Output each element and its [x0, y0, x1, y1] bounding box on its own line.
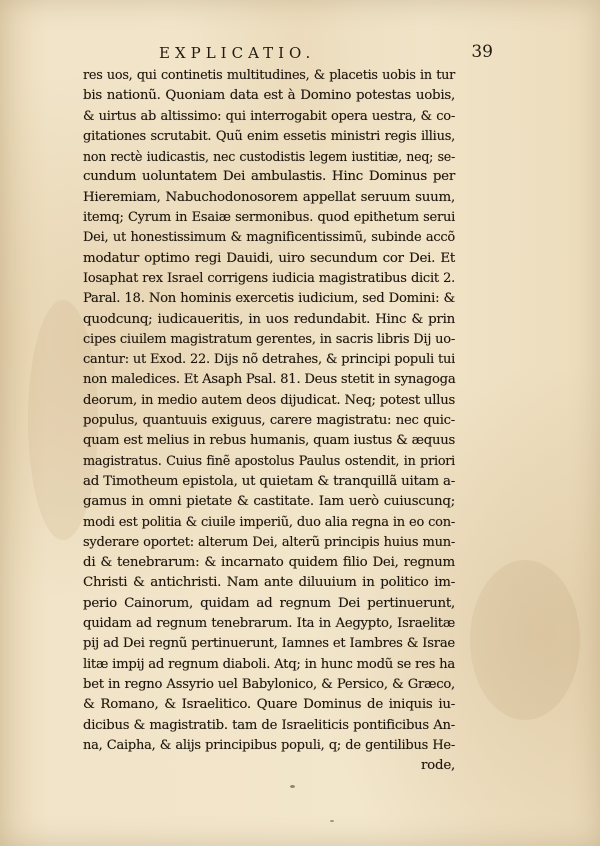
text-line: cipes ciuilem magistratum gerentes, in sacris libris Dij uo- [83, 331, 455, 347]
text-line: non maledices. Et Asaph Psal. 81. Deus stetit in synagoga [83, 372, 456, 388]
text-line: modatur optimo regi Dauidi, uiro secundum cor Dei. Et [83, 250, 455, 266]
text-line: gitationes scrutabit. Quũ enim essetis ministri regis illius, [83, 128, 455, 144]
page-header [83, 44, 493, 66]
text-line: non rectè iudicastis, nec custodistis legem iustitiæ, neq; se- [83, 149, 455, 165]
text-line: modi est politia & ciuile imperiũ, duo alia regna in eo con- [83, 514, 455, 530]
running-head: EXPLICATIO. [159, 44, 316, 62]
catchword: rode, [421, 758, 455, 774]
text-line: quam est melius in rebus humanis, quam iustus & æquus [83, 433, 455, 449]
text-line: quodcunq; iudicaueritis, in uos redundabit. Hinc & prin [83, 311, 455, 327]
text-line: dicibus & magistratib. tam de Israeliticis pontificibus An- [83, 717, 455, 733]
text-line: quidam ad regnum tenebrarum. Ita in Aegypto, Israelitæ [83, 616, 455, 632]
text-line: syderare oportet: alterum Dei, alterũ principis huius mun- [83, 534, 455, 550]
text-line: Dei, ut honestissimum & magnificentissimũ, subinde accõ [83, 230, 455, 246]
text-line: magistratus. Cuius finẽ apostolus Paulus ostendit, in priori [83, 453, 455, 469]
ink-speck [330, 820, 334, 822]
text-line: gamus in omni pietate & castitate. Iam uerò cuiuscunq; [83, 494, 455, 510]
text-line: res uos, qui continetis multitudines, & placetis uobis in tur [83, 68, 455, 83]
text-line: & Romano, & Israelitico. Quare Dominus de iniquis iu- [83, 697, 455, 713]
text-line: Paral. 18. Non hominis exercetis iudicium, sed Domini: & [83, 291, 455, 307]
page-number: 39 [471, 42, 493, 62]
text-line: populus, quantuuis exiguus, carere magistratu: nec quic- [83, 413, 455, 429]
text-line: cundum uoluntatem Dei ambulastis. Hinc Dominus per [83, 169, 455, 185]
text-line: di & tenebrarum: & incarnato quidem filio Dei, regnum [83, 555, 455, 571]
text-line: ad Timotheum epistola, ut quietam & tranquillã uitam a- [83, 473, 455, 489]
text-line: bet in regno Assyrio uel Babylonico, & Persico, & Græco, [83, 676, 455, 692]
body-text [83, 66, 455, 776]
text-line: Christi & antichristi. Nam ante diluuium in politico im- [83, 575, 455, 591]
text-line: pij ad Dei regnũ pertinuerunt, Iamnes et Iambres & Israe [83, 636, 455, 652]
text-line: Iosaphat rex Israel corrigens iudicia magistratibus dicit 2. [83, 270, 455, 286]
text-line: & uirtus ab altissimo: qui interrogabit opera uestra, & co- [83, 108, 455, 124]
ink-speck [290, 785, 295, 788]
text-line: na, Caipha, & alijs principibus populi, q; de gentilibus He- [83, 737, 455, 753]
paper-stain [470, 560, 580, 720]
text-line: cantur: ut Exod. 22. Dijs nõ detrahes, & principi populi tui [83, 352, 455, 368]
text-line: litæ impij ad regnum diaboli. Atq; in hunc modũ se res ha [83, 656, 455, 672]
text-line: Hieremiam, Nabuchodonosorem appellat seruum suum, [83, 189, 455, 205]
text-line: deorum, in medio autem deos dijudicat. Neq; potest ullus [83, 392, 455, 408]
text-line: itemq; Cyrum in Esaiæ sermonibus. quod epithetum serui [83, 210, 455, 226]
text-line: perio Cainorum, quidam ad regnum Dei pertinuerunt, [83, 595, 455, 611]
text-line: bis nationũ. Quoniam data est à Domino potestas uobis, [83, 88, 455, 104]
